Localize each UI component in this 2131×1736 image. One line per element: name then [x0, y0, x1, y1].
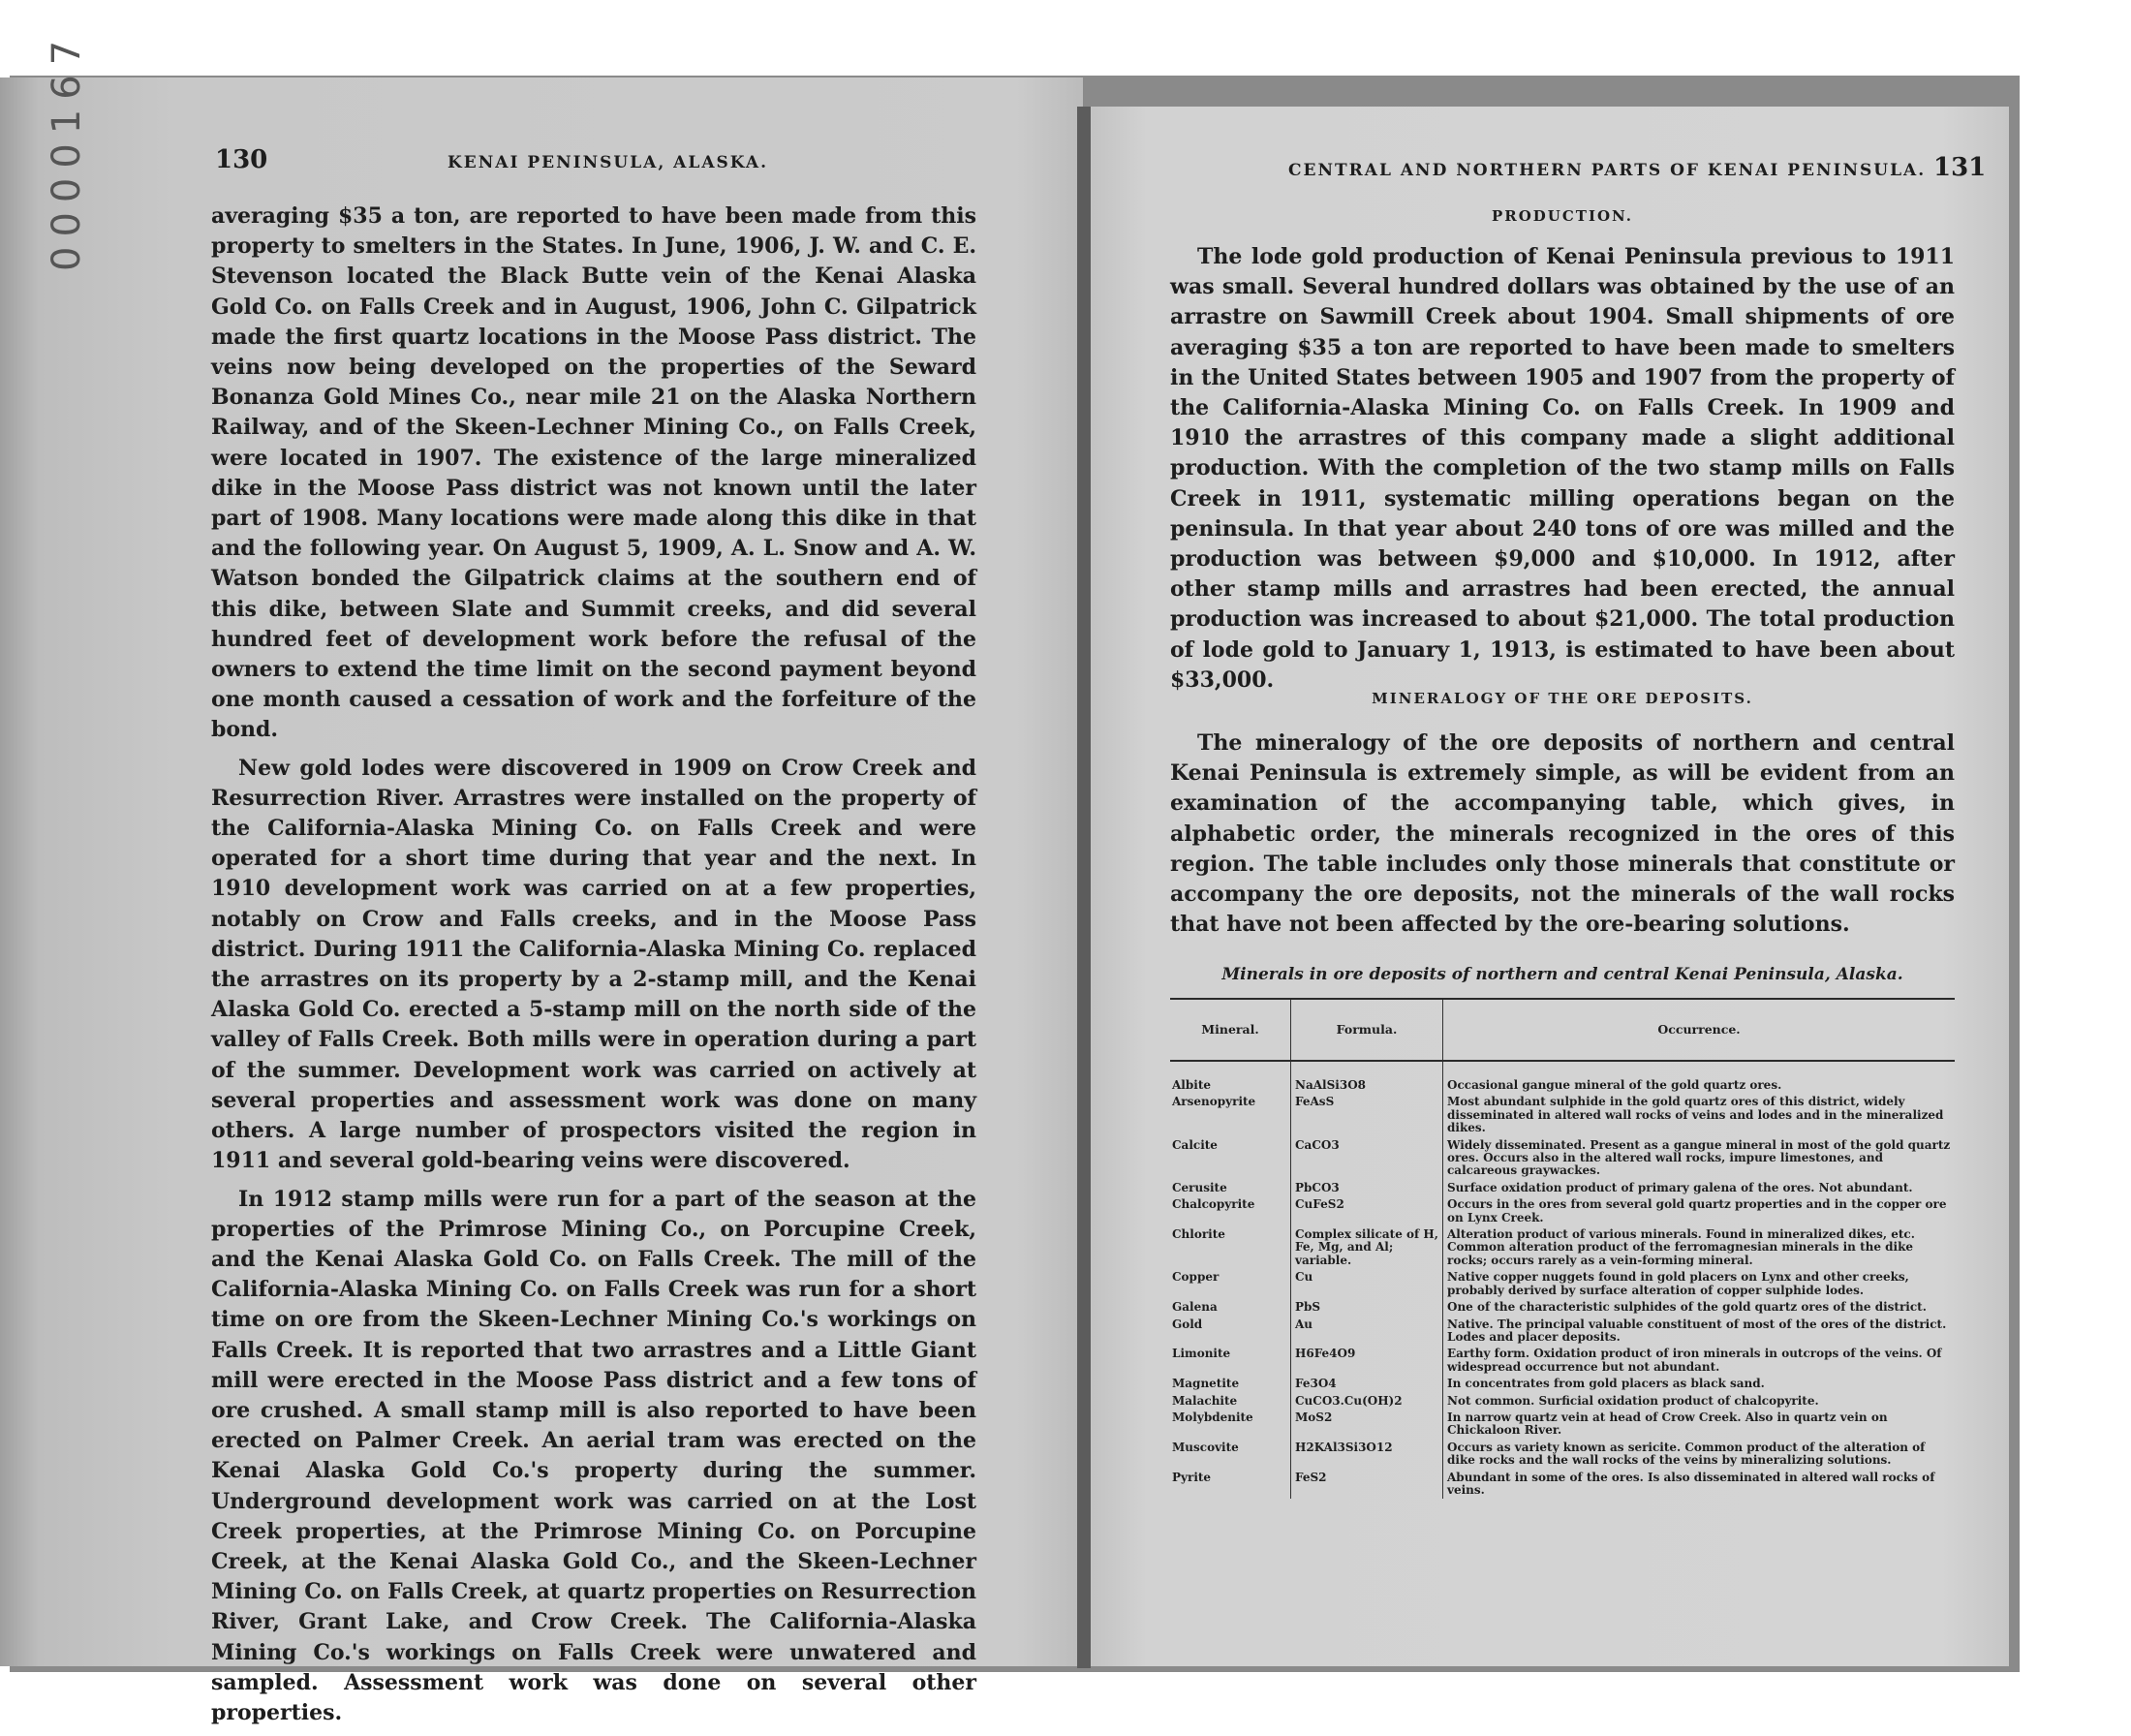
right-running-head: CENTRAL AND NORTHERN PARTS OF KENAI PENINSULA. [1288, 161, 1927, 180]
column-header-mineral: Mineral. [1170, 999, 1291, 1061]
left-body-text [211, 202, 976, 1736]
cell-mineral: Magnetite [1172, 1377, 1240, 1391]
cell-formula: PbCO3 [1291, 1180, 1443, 1196]
mineralogy-text-block [1170, 728, 1955, 947]
cell-occurrence: Widely disseminated. Present as a gangue mineral in most of the gold quartz ores. Occurs also in the altered wall rocks, impure limestones, and calcareous graywackes. [1443, 1137, 1956, 1180]
cell-occurrence: Surface oxidation product of primary galena of the ores. Not abundant. [1443, 1180, 1956, 1196]
table-row [1170, 1317, 1955, 1347]
page-gutter [1077, 107, 1091, 1668]
left-paragraph: averaging $35 a ton, are reported to have been made from this property to smelters in the States. In June, 1906, J. W. and C. E. Stevenson located the Black Butte vein of the Kenai Alaska Gold Co. on Falls Creek and in August, 1906, John C. Gilpatrick made the first quartz locations in the Moose Pass district. The veins now being developed on the properties of the Seward Bonanza Gold Mines Co., near mile 21 on the Alaska Northern Railway, and of the Skeen-Lechner Mining Co., on Falls Creek, were located in 1907. The existence of the large mineralized dike in the Moose Pass district was not known until the later part of 1908. Many locations were made along this dike in that and the following year. On August 5, 1909, A. L. Snow and A. W. Watson bonded the Gilpatrick claims at the southern end of this dike, between Slate and Summit creeks, and did several hundred feet of development work before the refusal of the owners to extend the time limit on the second payment beyond one month caused a cessation of work and the forfeiture of the bond. [211, 203, 976, 743]
table-row [1170, 1137, 1955, 1180]
cell-mineral: Cerusite [1172, 1180, 1227, 1194]
cell-occurrence: Not common. Surficial oxidation product of chalcopyrite. [1443, 1393, 1956, 1410]
left-paragraph: New gold lodes were discovered in 1909 on Crow Creek and Resurrection River. Arrastres were installed on the property of the California-Alaska Mining Co. on Falls Creek and were operated for a short time during that year and the next. In 1910 development work was carried on at a few properties, notably on Crow and Falls creeks, and in the Moose Pass district. During 1911 the California-Alaska Mining Co. replaced the arrastres on its property by a 2-stamp mill, and the Kenai Alaska Gold Co. erected a 5-stamp mill on the north side of the valley of Falls Creek. Both mills were in operation during a part of the summer. Development work was carried on actively at several properties and assessment work was done on many others. A large number of prospectors visited the region in 1911 and several gold-bearing veins were discovered. [211, 755, 976, 1174]
left-running-head: KENAI PENINSULA, ALASKA. [448, 153, 768, 172]
cell-formula: MoS2 [1291, 1410, 1443, 1440]
cell-formula: CuCO3.Cu(OH)2 [1291, 1393, 1443, 1410]
cell-mineral: Molybdenite [1172, 1410, 1253, 1424]
right-page-number: 131 [1933, 153, 1987, 182]
cell-occurrence: Abundant in some of the ores. Is also disseminated in altered wall rocks of veins. [1443, 1470, 1956, 1500]
column-header-formula: Formula. [1291, 999, 1443, 1061]
cell-occurrence: Native. The principal valuable constituent of most of the ores of the district. Lodes and placer deposits. [1443, 1317, 1956, 1347]
cell-occurrence: Occurs as variety known as sericite. Common product of the alteration of dike rocks and the wall rocks of the veins by mineralizing solutions. [1443, 1440, 1956, 1470]
cell-mineral: Arsenopyrite [1172, 1095, 1256, 1109]
margin-stamp: 0000167 [45, 30, 89, 271]
cell-mineral: Galena [1172, 1300, 1218, 1315]
cell-mineral: Gold [1172, 1317, 1203, 1331]
cell-occurrence: In concentrates from gold placers as black sand. [1443, 1376, 1956, 1392]
cell-formula: FeAsS [1291, 1094, 1443, 1136]
table-row [1170, 1440, 1955, 1470]
table-row [1170, 1393, 1955, 1410]
cell-occurrence: Most abundant sulphide in the gold quartz ores of this district, widely disseminated in altered wall rocks of veins and lodes and in the mineralized dikes. [1443, 1094, 1956, 1136]
cell-occurrence: Native copper nuggets found in gold placers on Lynx and other creeks, probably derived by surface alteration of copper sulphide lodes. [1443, 1269, 1956, 1299]
production-text-block [1170, 242, 1955, 703]
cell-formula: PbS [1291, 1299, 1443, 1316]
table-row [1170, 1376, 1955, 1392]
table-row [1170, 1180, 1955, 1196]
left-page-number: 130 [215, 145, 268, 174]
cell-formula: CuFeS2 [1291, 1196, 1443, 1226]
cell-formula: Cu [1291, 1269, 1443, 1299]
cell-mineral: Albite [1172, 1078, 1211, 1092]
table-header-row [1170, 999, 1955, 1061]
cell-occurrence: Occasional gangue mineral of the gold quartz ores. [1443, 1061, 1956, 1094]
cell-mineral: Chlorite [1172, 1227, 1225, 1242]
table-row [1170, 1226, 1955, 1269]
cell-formula: CaCO3 [1291, 1137, 1443, 1180]
cell-mineral: Pyrite [1172, 1470, 1212, 1484]
cell-occurrence: Alteration product of various minerals. Found in mineralized dikes, etc. Common alteration product of the ferromagnesian minerals in the dike rocks; occurs rarely as a vein-forming mineral. [1443, 1226, 1956, 1269]
left-paragraph: In 1912 stamp mills were run for a part of the season at the properties of the Primrose Mining Co., on Porcupine Creek, and the Kenai Alaska Gold Co. on Falls Creek. The mill of the California-Alaska Mining Co. on Falls Creek was run for a short time on ore from the Skeen-Lechner Mining Co.'s workings on Falls Creek. It is reported that two arrastres and a Little Giant mill were erected in the Moose Pass district and a few tons of ore crushed. A small stamp mill is also reported to have been erected on Palmer Creek. An aerial tram was erected on the Kenai Alaska Gold Co.'s property during the summer. Underground development work was carried on at the Lost Creek properties, at the Primrose Mining Co. on Porcupine Creek, at the Kenai Alaska Gold Co., and the Skeen-Lechner Mining Co. on Falls Creek, at quartz properties on Resurrection River, Grant Lake, and Crow Creek. The California-Alaska Mining Co.'s workings on Falls Creek were unwatered and sampled. Assessment work was done on several other properties. [211, 1186, 976, 1725]
table-row [1170, 1410, 1955, 1440]
cell-formula: H2KAl3Si3O12 [1291, 1440, 1443, 1470]
table-row [1170, 1196, 1955, 1226]
cell-formula: NaAlSi3O8 [1291, 1061, 1443, 1094]
mineralogy-heading: MINERALOGY OF THE ORE DEPOSITS. [1372, 690, 1753, 707]
cell-formula: Complex silicate of H, Fe, Mg, and Al; variable. [1291, 1226, 1443, 1269]
table-row [1170, 1346, 1955, 1376]
cell-formula: Fe3O4 [1291, 1376, 1443, 1392]
cell-mineral: Calcite [1172, 1137, 1218, 1152]
minerals-table [1170, 998, 1955, 1499]
cell-occurrence: Earthy form. Oxidation product of iron minerals in outcrops of the veins. Of widespread occurrence but not abundant. [1443, 1346, 1956, 1376]
table-row [1170, 1269, 1955, 1299]
cell-mineral: Limonite [1172, 1347, 1231, 1361]
production-heading: PRODUCTION. [1491, 207, 1634, 225]
table-row [1170, 1061, 1955, 1094]
cell-occurrence: One of the characteristic sulphides of the gold quartz ores of the district. [1443, 1299, 1956, 1316]
production-paragraph: The lode gold production of Kenai Peninsula previous to 1911 was small. Several hundred dollars was obtained by the use of an arrastre on Sawmill Creek about 1904. Small shipments of ore averaging $35 a ton are reported to have been made to smelters in the United States between 1905 and 1907 from the property of the California-Alaska Mining Co. on Falls Creek. In 1909 and 1910 the arrastres of this company made a slight additional production. With the completion of the two stamp mills on Falls Creek in 1911, systematic milling operations began on the peninsula. In that year about 240 tons of ore was milled and the production was between $9,000 and $10,000. In 1912, after other stamp mills and arrastres had been erected, the annual production was increased to about $21,000. The total production of lode gold to January 1, 1913, is estimated to have been about $33,000. [1170, 244, 1955, 693]
column-header-occurrence: Occurrence. [1443, 999, 1956, 1061]
mineralogy-paragraph: The mineralogy of the ore deposits of northern and central Kenai Peninsula is extremely simple, as will be evident from an examination of the accompanying table, which gives, in alphabetic order, the minerals recognized in the ores of this region. The table includes only those minerals that constitute or accompany the ore deposits, not the minerals of the wall rocks that have not been affected by the ore-bearing solutions. [1170, 730, 1955, 938]
cell-mineral: Copper [1172, 1270, 1220, 1285]
cell-mineral: Malachite [1172, 1393, 1238, 1408]
table-row [1170, 1094, 1955, 1136]
table-row [1170, 1299, 1955, 1316]
cell-formula: FeS2 [1291, 1470, 1443, 1500]
cell-occurrence: In narrow quartz vein at head of Crow Creek. Also in quartz vein on Chickaloon River. [1443, 1410, 1956, 1440]
cell-formula: Au [1291, 1317, 1443, 1347]
cell-mineral: Muscovite [1172, 1440, 1239, 1454]
cell-mineral: Chalcopyrite [1172, 1197, 1255, 1212]
cell-occurrence: Occurs in the ores from several gold quartz properties and in the copper ore on Lynx Creek. [1443, 1196, 1956, 1226]
table-caption: Minerals in ore deposits of northern and central Kenai Peninsula, Alaska. [1221, 965, 1903, 984]
table-body [1170, 1061, 1955, 1499]
table-row [1170, 1470, 1955, 1500]
cell-formula: H6Fe4O9 [1291, 1346, 1443, 1376]
